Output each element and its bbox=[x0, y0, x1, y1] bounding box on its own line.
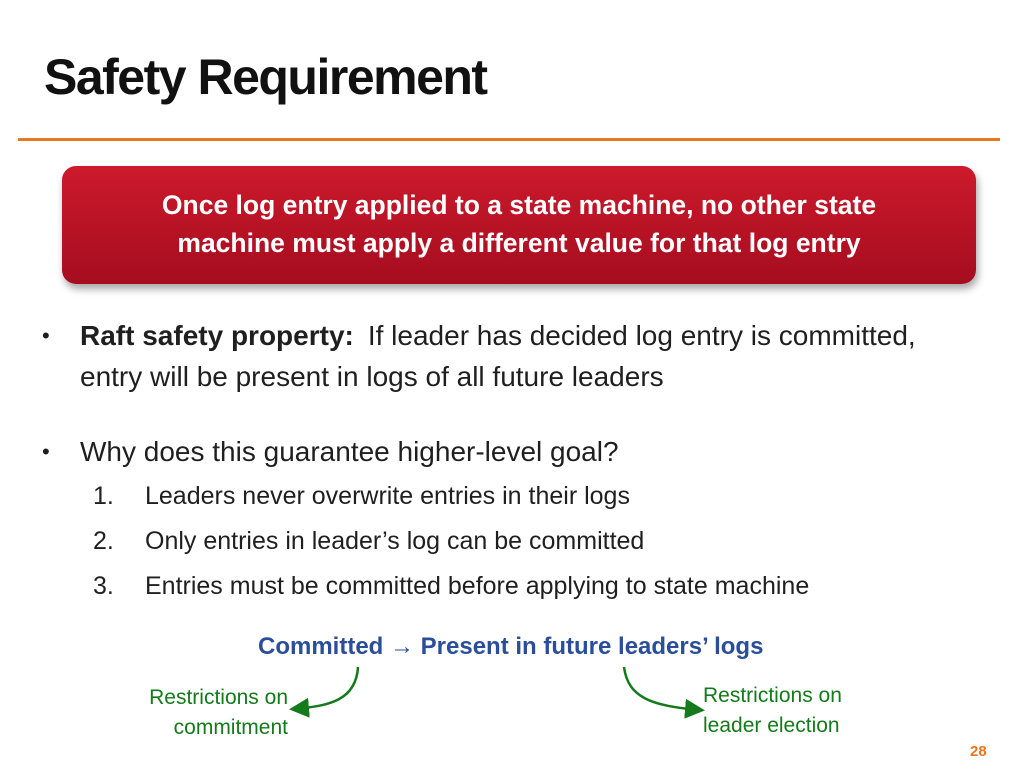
list-number: 3. bbox=[93, 572, 114, 600]
callout-line-1: Once log entry applied to a state machine, no other state bbox=[161, 190, 877, 221]
implication-statement: Committed → Present in future leaders’ logs bbox=[258, 633, 764, 660]
page-number: 28 bbox=[970, 743, 987, 760]
bullet-text: Why does this guarantee higher-level goal? bbox=[80, 436, 619, 467]
list-text: Leaders never overwrite entries in their logs bbox=[145, 482, 630, 510]
bullet-marker: • bbox=[42, 439, 50, 464]
note-election-restrictions bbox=[703, 681, 903, 741]
note-line: commitment bbox=[173, 716, 288, 739]
bullet-text: If leader has decided log entry is committed, entry will be present in logs of all future leaders bbox=[80, 320, 916, 392]
note-line: Restrictions on bbox=[703, 684, 842, 707]
note-line: Restrictions on bbox=[149, 686, 288, 709]
callout-line-2: machine must apply a different value for that log entry bbox=[177, 228, 861, 258]
note-line: leader election bbox=[703, 714, 840, 737]
left-curved-arrow-icon bbox=[294, 667, 358, 709]
list-number: 2. bbox=[93, 527, 114, 555]
note-commitment-restrictions bbox=[110, 683, 288, 743]
right-curved-arrow-icon bbox=[624, 667, 700, 710]
bullet-marker: • bbox=[42, 323, 50, 348]
list-text: Only entries in leader’s log can be committed bbox=[145, 527, 645, 555]
slide-title: Safety Requirement bbox=[44, 49, 487, 105]
list-number: 1. bbox=[93, 482, 114, 510]
bullet-term: Raft safety property: bbox=[80, 320, 354, 351]
list-text: Entries must be committed before applying to state machine bbox=[145, 572, 810, 600]
